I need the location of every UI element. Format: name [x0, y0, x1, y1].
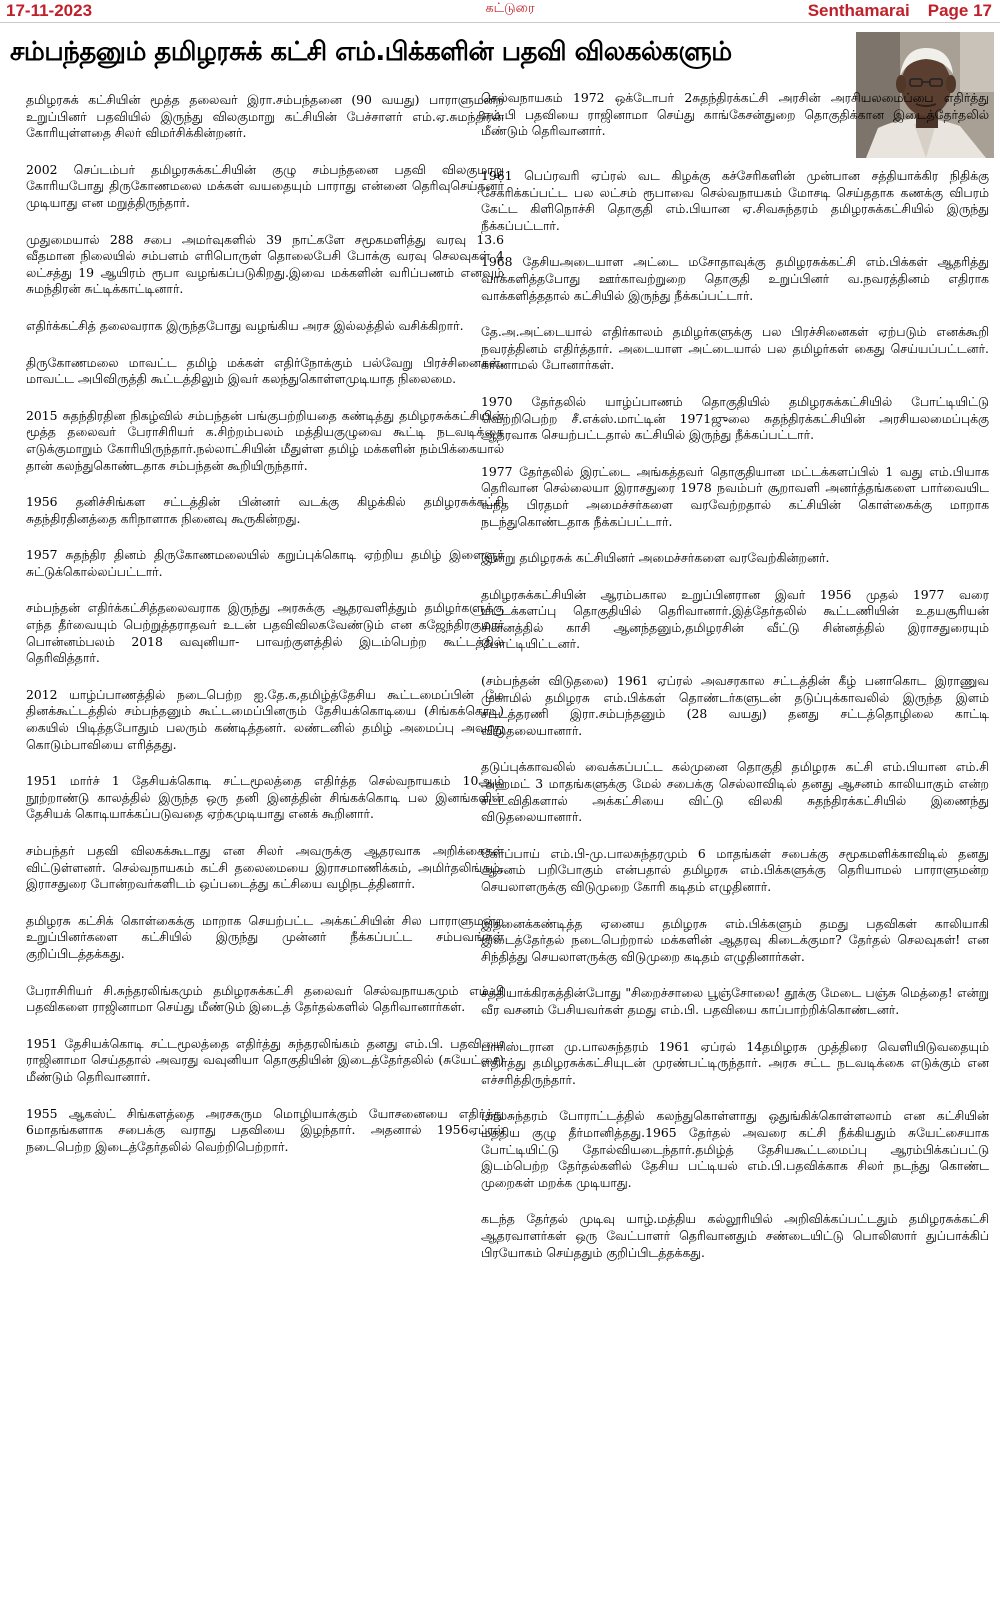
publication-name: Senthamarai: [807, 1, 910, 20]
paragraph: 2012 யாழ்ப்பாணத்தில் நடைபெற்ற ஐ.தே.க,தமிழ்த்தேசிய கூட்டமைப்பின் மே தினக்கூட்டத்தில் சம்பந்தனும் கூட்டமைப்பினரும் தேசியக்கொடியை (சிங்கக்கொடி) கையில் பிடித்தபோதும் பலரும் கண்டித்தனர். லண்டனில் தமிழ் அமைப்பு அவரது கொடும்பாவியை எரித்தது.: [26, 686, 504, 752]
article-headline: சம்பந்தனும் தமிழரசுக் கட்சி எம்.பிக்களின் பதவி விலகல்களும்: [10, 37, 732, 67]
paragraph: 1977 தேர்தலில் இரட்டை அங்கத்தவர் தொகுதியான மட்டக்களப்பில் 1 வது எம்.பியாக தெரிவான செல்லையா இராசதுரை 1978 நவம்பர் சூறாவளி அனர்த்தங்களை பார்வையிட வந்த பிரதமர் அமைச்சர்களை வரவேற்றதால் கட்சியின் கொள்கைக்கு மாறாக நடந்துகொண்டதாக நீக்கப்பட்டார்.: [481, 463, 989, 529]
paragraph: (சம்பந்தன் விடுதலை) 1961 ஏப்ரல் அவசரகால சட்டத்தின் கீழ் பனாகொட இராணுவ முகாமில் தமிழரசு எம்.பிக்கள் தொண்டர்களுடன் தடுப்புக்காவலில் இருந்த இளம் சட்டத்தரணி இரா.சம்பந்தனும் (28 வயது) தனது சட்டத்தொழிலை காட்டி விடுதலையானார்.: [481, 673, 989, 738]
publication-info: [790, 1, 992, 21]
paragraph: சம்பந்தன் எதிர்க்கட்சித்தலைவராக இருந்து அரசுக்கு ஆதரவளித்தும் தமிழர்களுக்கு எந்த தீர்வையும் பெற்றுத்தராதவர் உடன் பதவிவிலகவேண்டும் என கஜேந்திரகுமார் பொன்னம்பலம் 2018 வவுனியா- பாவற்குளத்தில் இடம்பெற்ற கூட்டத்தில் தெரிவித்தார்.: [26, 600, 504, 666]
paragraph: 1968 தேசியஅடையாள அட்டை மசோதாவுக்கு தமிழரசுக்கட்சி எம்.பிக்கள் ஆதரித்து வாக்களித்தபோது ஊர்காவற்றுறை தொகுதி உறுப்பினர் வ.நவரத்தினம் எதிராக வாக்களித்ததால் கட்சியில் இருந்து நீக்கப்பட்டார்.: [481, 254, 989, 303]
paragraph: 1951 மார்ச் 1 தேசியக்கொடி சட்டமூலத்தை எதிர்த்த செல்வநாயகம் 10ஆம் நூற்றாண்டு காலத்தில் இருந்த ஒரு தனி இனத்தின் சிங்கக்கொடி பல இனங்களின் தேசியக் கொடியாக்கப்படுவதை ஏற்கமுடியாது எனக் கூறினார்.: [26, 773, 504, 822]
paragraph: 1957 சுதந்திர தினம் திருகோணமலையில் கறுப்புக்கொடி ஏற்றிய தமிழ் இளைஞர் சுட்டுக்கொல்லப்பட்டார்.: [26, 547, 504, 579]
paragraph: தமிழரசுக்கட்சியின் ஆரம்பகால உறுப்பினரான இவர் 1956 முதல் 1977 வரை மட்டக்களப்பு தொகுதியில் தெரிவானார்.இத்தேர்தலில் கூட்டணியின் உதயசூரியன் சின்னத்தில் காசி ஆனந்தனும்,தமிழரசின் வீட்டு சின்னத்தில் இராசதுரையும் போட்டியிட்டனர்.: [481, 586, 989, 652]
paragraph: தமிழரசுக் கட்சியின் மூத்த தலைவர் இரா.சம்பந்தனை (90 வயது) பாராளுமன்ற உறுப்பினர் பதவியில் இருந்து விலகுமாறு கட்சியின் பேச்சாளர் எம்.ஏ.சுமந்திரன் கோரியுள்ளதை சிலர் விமர்சிக்கின்றனர்.: [26, 92, 504, 141]
paragraph: 1970 தேர்தலில் யாழ்ப்பாணம் தொகுதியில் தமிழரசுக்கட்சியில் போட்டியிட்டு வெற்றிபெற்ற சீ.எக்ஸ்.மாட்டின் 1971ஜுலை சுதந்திரக்கட்சியின் அரசியலமைப்புக்கு ஆதரவாக செயற்பட்டதால் கட்சியில் இருந்து நீக்கப்பட்டார்.: [481, 393, 989, 443]
paragraph: 2002 செப்டம்பர் தமிழரசுக்கட்சியின் குழு சம்பந்தனை பதவி விலகுமாறு கோரியபோது திருகோணமலை மக்கள் வயதையும் பாராது என்னை தெரிவுசெய்தனர் முடியாது என மறுத்திருந்தார்.: [26, 161, 504, 210]
paragraph: கோப்பாய் எம்.பி-மு.பாலசுந்தரமும் 6 மாதங்கள் சபைக்கு சமூகமளிக்காவிடில் தனது ஆசனம் பறிபோகும் என்பதால் தமிழரசு எம்.பிக்களுக்கு தெரியாமல் பாராளுமன்ற செயலாளருக்கு விடுமுறை கோரி கடிதம் எழுதினார்.: [481, 845, 989, 894]
paragraph: செல்வநாயகம் 1972 ஒக்டோபர் 2சுதந்திரக்கட்சி அரசின் அரசியலமைப்பை எதிர்த்து எம்.பி பதவியை ராஜினாமா செய்து காங்கேசன்துறை தொகுதிக்கான இடைத்தேர்தலில் மீண்டும் தெரிவானார்.: [481, 90, 989, 139]
paragraph: முதுமையால் 288 சபை அமர்வுகளில் 39 நாட்களே சமூகமளித்து வரவு 13.6 வீதமான நிலையில் சம்பளம் எரிபொருள் தொலைபேசி போக்கு வரவு செலவுகள் 4 லட்சத்து 19 ஆயிரம் ரூபா வழங்கப்படுகிறது.இவை மக்களின் வரிப்பணம் எனவும் சுமந்திரன் சுட்டிக்காட்டினார்.: [26, 231, 504, 297]
paragraph: 1951 தேசியக்கொடி சட்டமூலத்தை எதிர்த்து சுந்தரலிங்கம் தனது எம்.பி. பதவியை ராஜினாமா செய்ததால் அவரது வவுனியா தொகுதியின் இடைத்தேர்தலில் (சுயேட்சை) மீண்டும் தெரிவானார்.: [26, 1035, 504, 1084]
page-number: Page 17: [927, 1, 992, 20]
paragraph: 1955 ஆகஸ்ட் சிங்களத்தை அரசகரும மொழியாக்கும் யோசனையை எதிர்த்து 6மாதங்களாக சபைக்கு வராது பதவியை இழந்தார். அதனால் 1956ஏப்ரல் நடைபெற்ற இடைத்தேர்தலில் வெற்றிபெற்றார்.: [26, 1105, 504, 1154]
paragraph: கடந்த தேர்தல் முடிவு யாழ்.மத்திய கல்லூரியில் அறிவிக்கப்பட்டதும் தமிழரசுக்கட்சி ஆதரவாளர்கள் ஒரு வேட்பாளர் தெரிவானதும் சண்டையிட்டு பொலிஸார் துப்பாக்கிப் பிரயோகம் செய்ததும் குறிப்பிடத்தக்கது.: [481, 1211, 989, 1260]
section-label: கட்டுரை: [485, 1, 535, 16]
paragraph: பாலசுந்தரம் போராட்டத்தில் கலந்துகொள்ளாது ஒதுங்கிக்கொள்ளலாம் என கட்சியின் மத்திய குழு தீர்மானித்தது.1965 தேர்தல் அவரை கட்சி நீக்கியதும் சுயேட்சையாக போட்டியிட்டு தோல்வியடைந்தார்.தமிழ்த் தேசியகூட்டமைப்பு ஆரம்பிக்கப்பட்டு இடம்பெற்ற தேர்தல்களில் தேசிய பட்டியல் எம்.பி.பதவிக்காக சிலர் நடந்து கொண்ட முறைகள் மறக்க முடியாது.: [481, 1108, 989, 1190]
paragraph: 1956 தனிச்சிங்கள சட்டத்தின் பின்னர் வடக்கு கிழக்கில் தமிழரசுக்கட்சி சுதந்திரதினத்தை கரிநாளாக நினைவு கூருகின்றது.: [26, 494, 504, 526]
paragraph: பாரிஸ்டரான மு.பாலசுந்தரம் 1961 ஏப்ரல் 14தமிழரசு முத்திரை வெளியிடுவதையும் எதிர்த்து தமிழரசுக்கட்சியுடன் முரண்பட்டிருந்தார். அரசு சட்ட நடவடிக்கை எடுக்கும் என எச்சரித்திருந்தார்.: [481, 1038, 989, 1087]
left-column: [26, 92, 504, 1532]
paragraph: திருகோணமலை மாவட்ட தமிழ் மக்கள் எதிர்நோக்கும் பல்வேறு பிரச்சினைகள். மாவட்ட அபிவிருத்தி கூட்டத்திலும் இவர் கலந்துகொள்ளமுடியாத நிலைமை.: [26, 354, 504, 387]
paragraph: பேராசிரியர் சி.சுந்தரலிங்கமும் தமிழரசுக்கட்சி தலைவர் செல்வநாயகமும் எம்.பி பதவிகளை ராஜினாமா செய்து மீண்டும் இடைத் தேர்தல்களில் தெரிவானார்கள்.: [26, 982, 504, 1015]
paragraph: எதிர்க்கட்சித் தலைவராக இருந்தபோது வழங்கிய அரச இல்லத்தில் வசிக்கிறார்.: [26, 317, 464, 333]
issue-date: 17-11-2023: [6, 1, 93, 20]
paragraph: தமிழரசு கட்சிக் கொள்கைக்கு மாறாக செயற்பட்ட அக்கட்சியின் சில பாராளுமன்ற உறுப்பினர்களை கட்சியில் இருந்து முன்னர் நீக்கப்பட்ட சம்பவங்கள் குறிப்பிடத்தக்கது.: [26, 912, 504, 961]
paragraph: தே.அ.அட்டையால் எதிர்காலம் தமிழர்களுக்கு பல பிரச்சினைகள் ஏற்படும் எனக்கூறி நவரத்தினம் எதிர்த்தார். அடையாள அட்டையால் பல தமிழர்கள் கைது செய்யப்பட்டனர். காணாமல் போனார்கள்.: [481, 324, 989, 373]
paragraph: இதனைக்கண்டித்த ஏனைய தமிழரசு எம்.பிக்களும் தமது பதவிகள் காலியாகி இடைத்தேர்தல் நடைபெற்றால் மக்களின் ஆதரவு கிடைக்குமா? தேர்தல் செலவுகள்! என சிந்தித்து செயலாளருக்கு விடுமுறை கடிதம் எழுதினார்கள்.: [481, 915, 989, 964]
paragraph: சம்பந்தர் பதவி விலகக்கூடாது என சிலர் அவருக்கு ஆதரவாக அறிக்கைகள் விட்டுள்ளனர். செல்வநாயகம் கட்சி தலைமையை இராசமாணிக்கம், அமிர்தலிங்கம், இராசதுரை போன்றவர்களிடம் ஒப்படைத்து கட்சியை வழிநடத்தினார்.: [26, 843, 504, 892]
paragraph: 2015 சுதந்திரதின நிகழ்வில் சம்பந்தன் பங்குபற்றியதை கண்டித்து தமிழரசுக்கட்சியின் மூத்த தலைவர் பேராசிரியர் க.சிற்றம்பலம் மத்தியகுழுவை கூட்டி நடவடிக்கை எடுக்குமாறும் கோரியிருந்தார்.நல்லாட்சியின் மீதுள்ள தமிழ் மக்களின் நம்பிக்கையால் தான் கலந்துகொண்டதாக சம்பந்தன் கூறியிருந்தார்.: [26, 407, 504, 473]
paragraph: இன்று தமிழரசுக் கட்சியினர் அமைச்சர்களை வரவேற்கின்றனர்.: [481, 550, 830, 566]
paragraph: தடுப்புக்காவலில் வைக்கப்பட்ட கல்முனை தொகுதி தமிழரசு கட்சி எம்.பியான எம்.சி அஹமட் 3 மாதங்களுக்கு மேல் சபைக்கு செல்லாவிடில் தனது ஆசனம் காலியாகும் என்ற சட்டவிதிகளால் அக்கட்சியை விட்டு விலகி சுதந்திரக்கட்சியில் இணைந்து விடுதலையானார்.: [481, 759, 989, 825]
page-header: [0, 0, 1000, 23]
paragraph: சத்தியாக்கிரகத்தின்போது "சிறைச்சாலை பூஞ்சோலை! தூக்கு மேடை பஞ்சு மெத்தை! என்று வீர வசனம் பேசியவர்கள் தமது எம்.பி. பதவியை காப்பாற்றிக்கொண்டனர்.: [481, 985, 989, 1017]
paragraph: 1961 பெப்ரவரி ஏப்ரல் வட கிழக்கு கச்சேரிகளின் முன்பான சத்தியாக்கிர நிதிக்கு சேகரிக்கப்பட்ட பல லட்சம் ரூபாவை செல்வநாயகம் மோசடி செய்ததாக கணக்கு விபரம் கேட்ட கிளிநொச்சி தொகுதி எம்.பியான ஏ.சிவசுந்தரம் தமிழரசுக்கட்சியில் இருந்து நீக்கப்பட்டார்.: [481, 168, 989, 233]
right-column: [481, 168, 989, 1608]
